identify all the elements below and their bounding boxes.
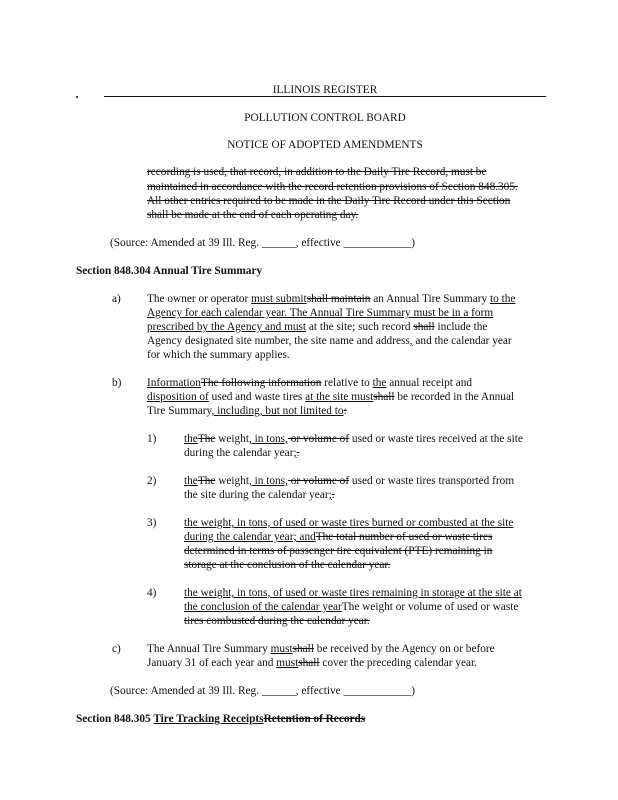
item-c-label: c) (112, 643, 121, 655)
carryover-line-3: All other entries required to be made in the Daily Tire Record under this Section (147, 195, 511, 207)
item-b-line-3: Tire Summary, including, but not limited to: (147, 405, 347, 417)
subitem-2-label: 2) (147, 475, 157, 487)
section-304-heading: Section 848.304 Annual Tire Summary (76, 265, 263, 277)
subitem-3-line-3: determined in terms of passenger tire equivalent (PTE) remaining in (184, 545, 493, 557)
subitem-4-label: 4) (147, 587, 157, 599)
board-title: POLLUTION CONTROL BOARD (244, 112, 406, 124)
item-a-line-1: The owner or operator must submitshall maintain an Annual Tire Summary to the (147, 293, 516, 305)
subitem-4-line-2: the conclusion of the calendar yearThe weight or volume of used or waste (184, 601, 519, 613)
item-b-line-1: InformationThe following information relative to the annual receipt and (147, 377, 473, 389)
carryover-line-2: maintained in accordance with the record retention provisions of Section 848.305. (147, 181, 518, 193)
item-a-label: a) (112, 293, 121, 305)
item-a-line-3: prescribed by the Agency and must at the site; such record shall include the (147, 321, 488, 333)
carryover-line-1: recording is used, that record, in addition to the Daily Tire Record, must be (147, 166, 487, 178)
subitem-4-line-3: tires combusted during the calendar year. (184, 615, 370, 627)
source-note-2: (Source: Amended at 39 Ill. Reg. ______, effective ____________) (110, 685, 416, 697)
item-c-line-1: The Annual Tire Summary mustshall be received by the Agency on or before (147, 643, 495, 655)
register-title: ILLINOIS REGISTER (272, 84, 378, 96)
item-a-line-5: for which the summary applies. (147, 349, 290, 361)
subitem-1-label: 1) (147, 433, 157, 445)
subitem-1-line-1: theThe weight, in tons, or volume of used or waste tires received at the site (184, 433, 523, 445)
subitem-2-line-1: theThe weight, in tons, or volume of used or waste tires transported from (184, 475, 515, 487)
subitem-3-label: 3) (147, 517, 157, 529)
item-b-line-2: disposition of used and waste tires at the site mustshall be recorded in the Annual (147, 391, 515, 403)
notice-title: NOTICE OF ADOPTED AMENDMENTS (227, 139, 423, 151)
carryover-line-4: shall be made at the end of each operating day. (147, 209, 359, 221)
section-305-heading: Section 848.305 Tire Tracking ReceiptsRetention of Records (76, 713, 366, 725)
subitem-3-line-4: storage at the conclusion of the calendar year. (184, 559, 391, 571)
item-c-line-2: January 31 of each year and mustshall cover the preceding calendar year. (147, 657, 478, 669)
subitem-3-line-1: the weight, in tons, of used or waste tires burned or combusted at the site (184, 517, 514, 529)
item-a-line-4: Agency designated site number, the site name and address, and the calendar year (147, 335, 512, 347)
item-a-line-2: Agency for each calendar year. The Annual Tire Summary must be in a form (147, 307, 494, 319)
subitem-1-line-2: during the calendar year;. (184, 447, 300, 459)
item-b-label: b) (112, 377, 122, 389)
subitem-4-line-1: the weight, in tons, of used or waste tires remaining in storage at the site at (184, 587, 522, 599)
subitem-3-line-2: during the calendar year; andThe total number of used or waste tires (184, 531, 493, 543)
header-dot (76, 96, 78, 98)
subitem-2-line-2: the site during the calendar year;. (184, 489, 335, 501)
source-note-1: (Source: Amended at 39 Ill. Reg. ______, effective ____________) (110, 237, 416, 249)
